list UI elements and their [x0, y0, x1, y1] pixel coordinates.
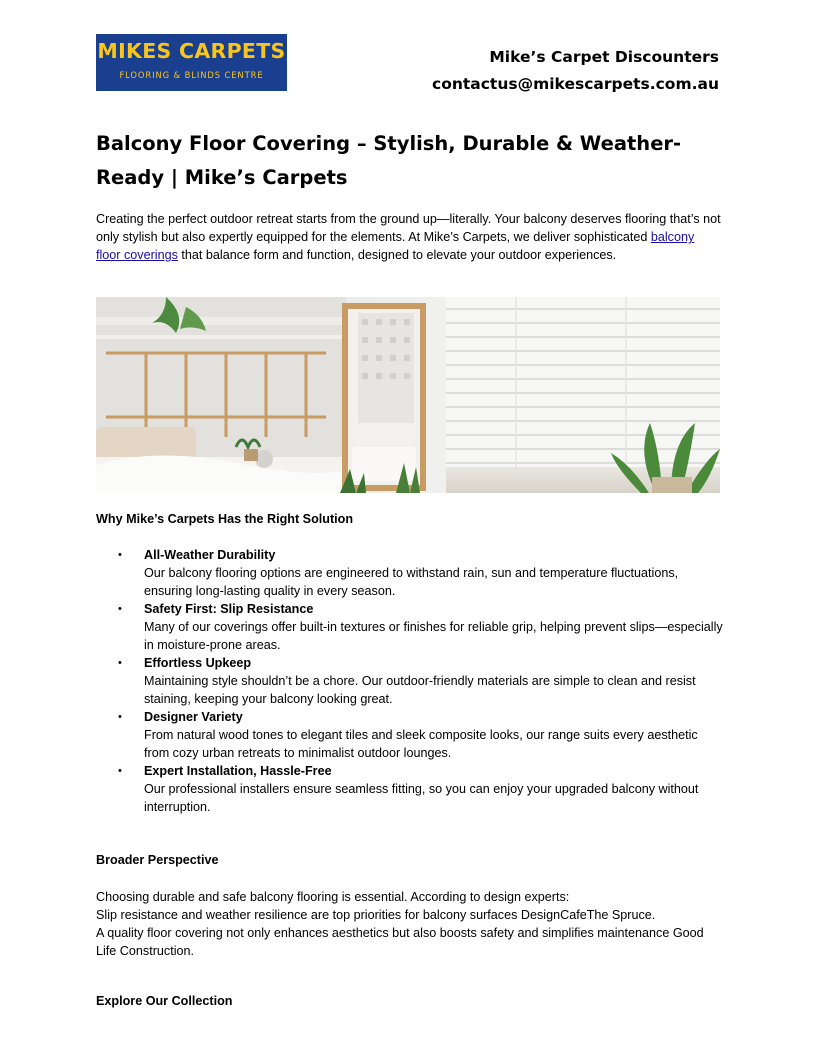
- feature-title: Effortless Upkeep: [144, 656, 252, 670]
- bullet-icon: •: [118, 657, 122, 669]
- feature-text: From natural wood tones to elegant tiles and sleek composite looks, our range suits every aesthetic from cozy urban retreats to minimalist outdoor lounges.: [144, 728, 698, 760]
- broader-line-3: A quality floor covering not only enhances aesthetics but also boosts safety and simplifies maintenance Good Life Construction.: [96, 926, 704, 958]
- feature-title: Designer Variety: [144, 710, 243, 724]
- intro-text-start: Creating the perfect outdoor retreat starts from the ground up—literally. Your balcony deserves flooring that’s not only stylish but also expertly equipped for the elements. At Mike’s Carpets, we deliver sophisticated: [96, 212, 721, 244]
- feature-title: Expert Installation, Hassle-Free: [144, 764, 332, 778]
- list-item: [96, 600, 726, 654]
- logo-tagline: FLOORING & BLINDS CENTRE: [119, 70, 264, 80]
- hero-image: [96, 297, 720, 493]
- contact-email: contactus@mikescarpets.com.au: [432, 75, 719, 93]
- bullet-icon: •: [118, 603, 122, 615]
- list-item: [96, 762, 726, 816]
- feature-text: Our professional installers ensure seamless fitting, so you can enjoy your upgraded balcony without interruption.: [144, 782, 699, 814]
- feature-text: Many of our coverings offer built-in textures or finishes for reliable grip, helping prevent slips—especially in moisture-prone areas.: [144, 620, 723, 652]
- explore-heading: Explore Our Collection: [96, 994, 233, 1008]
- bedroom-blinds-photo: [96, 297, 720, 493]
- feature-text: Our balcony flooring options are engineered to withstand rain, sun and temperature fluctuations, ensuring long-lasting quality in every season.: [144, 566, 679, 598]
- feature-text: Maintaining style shouldn’t be a chore. Our outdoor-friendly materials are simple to clean and resist staining, keeping your balcony looking great.: [144, 674, 696, 706]
- features-list: [96, 546, 726, 816]
- logo-wordmark: MIKES CARPETS: [97, 39, 286, 63]
- bullet-icon: •: [118, 549, 122, 561]
- bullet-icon: •: [118, 765, 122, 777]
- broader-paragraph: [96, 888, 722, 960]
- intro-paragraph: [96, 210, 722, 264]
- page-title: Balcony Floor Covering – Stylish, Durable & Weather-Ready | Mike’s Carpets: [96, 132, 682, 189]
- company-logo: [96, 34, 287, 91]
- list-item: [96, 708, 726, 762]
- broader-perspective-heading: Broader Perspective: [96, 853, 219, 867]
- feature-title: Safety First: Slip Resistance: [144, 602, 314, 616]
- balcony-floor-coverings-link[interactable]: balcony floor coverings: [96, 230, 695, 262]
- feature-title: All-Weather Durability: [144, 548, 276, 562]
- list-item: [96, 546, 726, 600]
- company-name: Mike’s Carpet Discounters: [489, 48, 719, 66]
- why-heading: Why Mike’s Carpets Has the Right Solution: [96, 512, 354, 526]
- intro-text-end: that balance form and function, designed to elevate your outdoor experiences.: [177, 248, 617, 262]
- broader-line-1: Choosing durable and safe balcony flooring is essential. According to design experts:: [96, 890, 570, 904]
- bullet-icon: •: [118, 711, 122, 723]
- list-item: [96, 654, 726, 708]
- broader-line-2: Slip resistance and weather resilience are top priorities for balcony surfaces DesignCafeThe Spruce.: [96, 908, 656, 922]
